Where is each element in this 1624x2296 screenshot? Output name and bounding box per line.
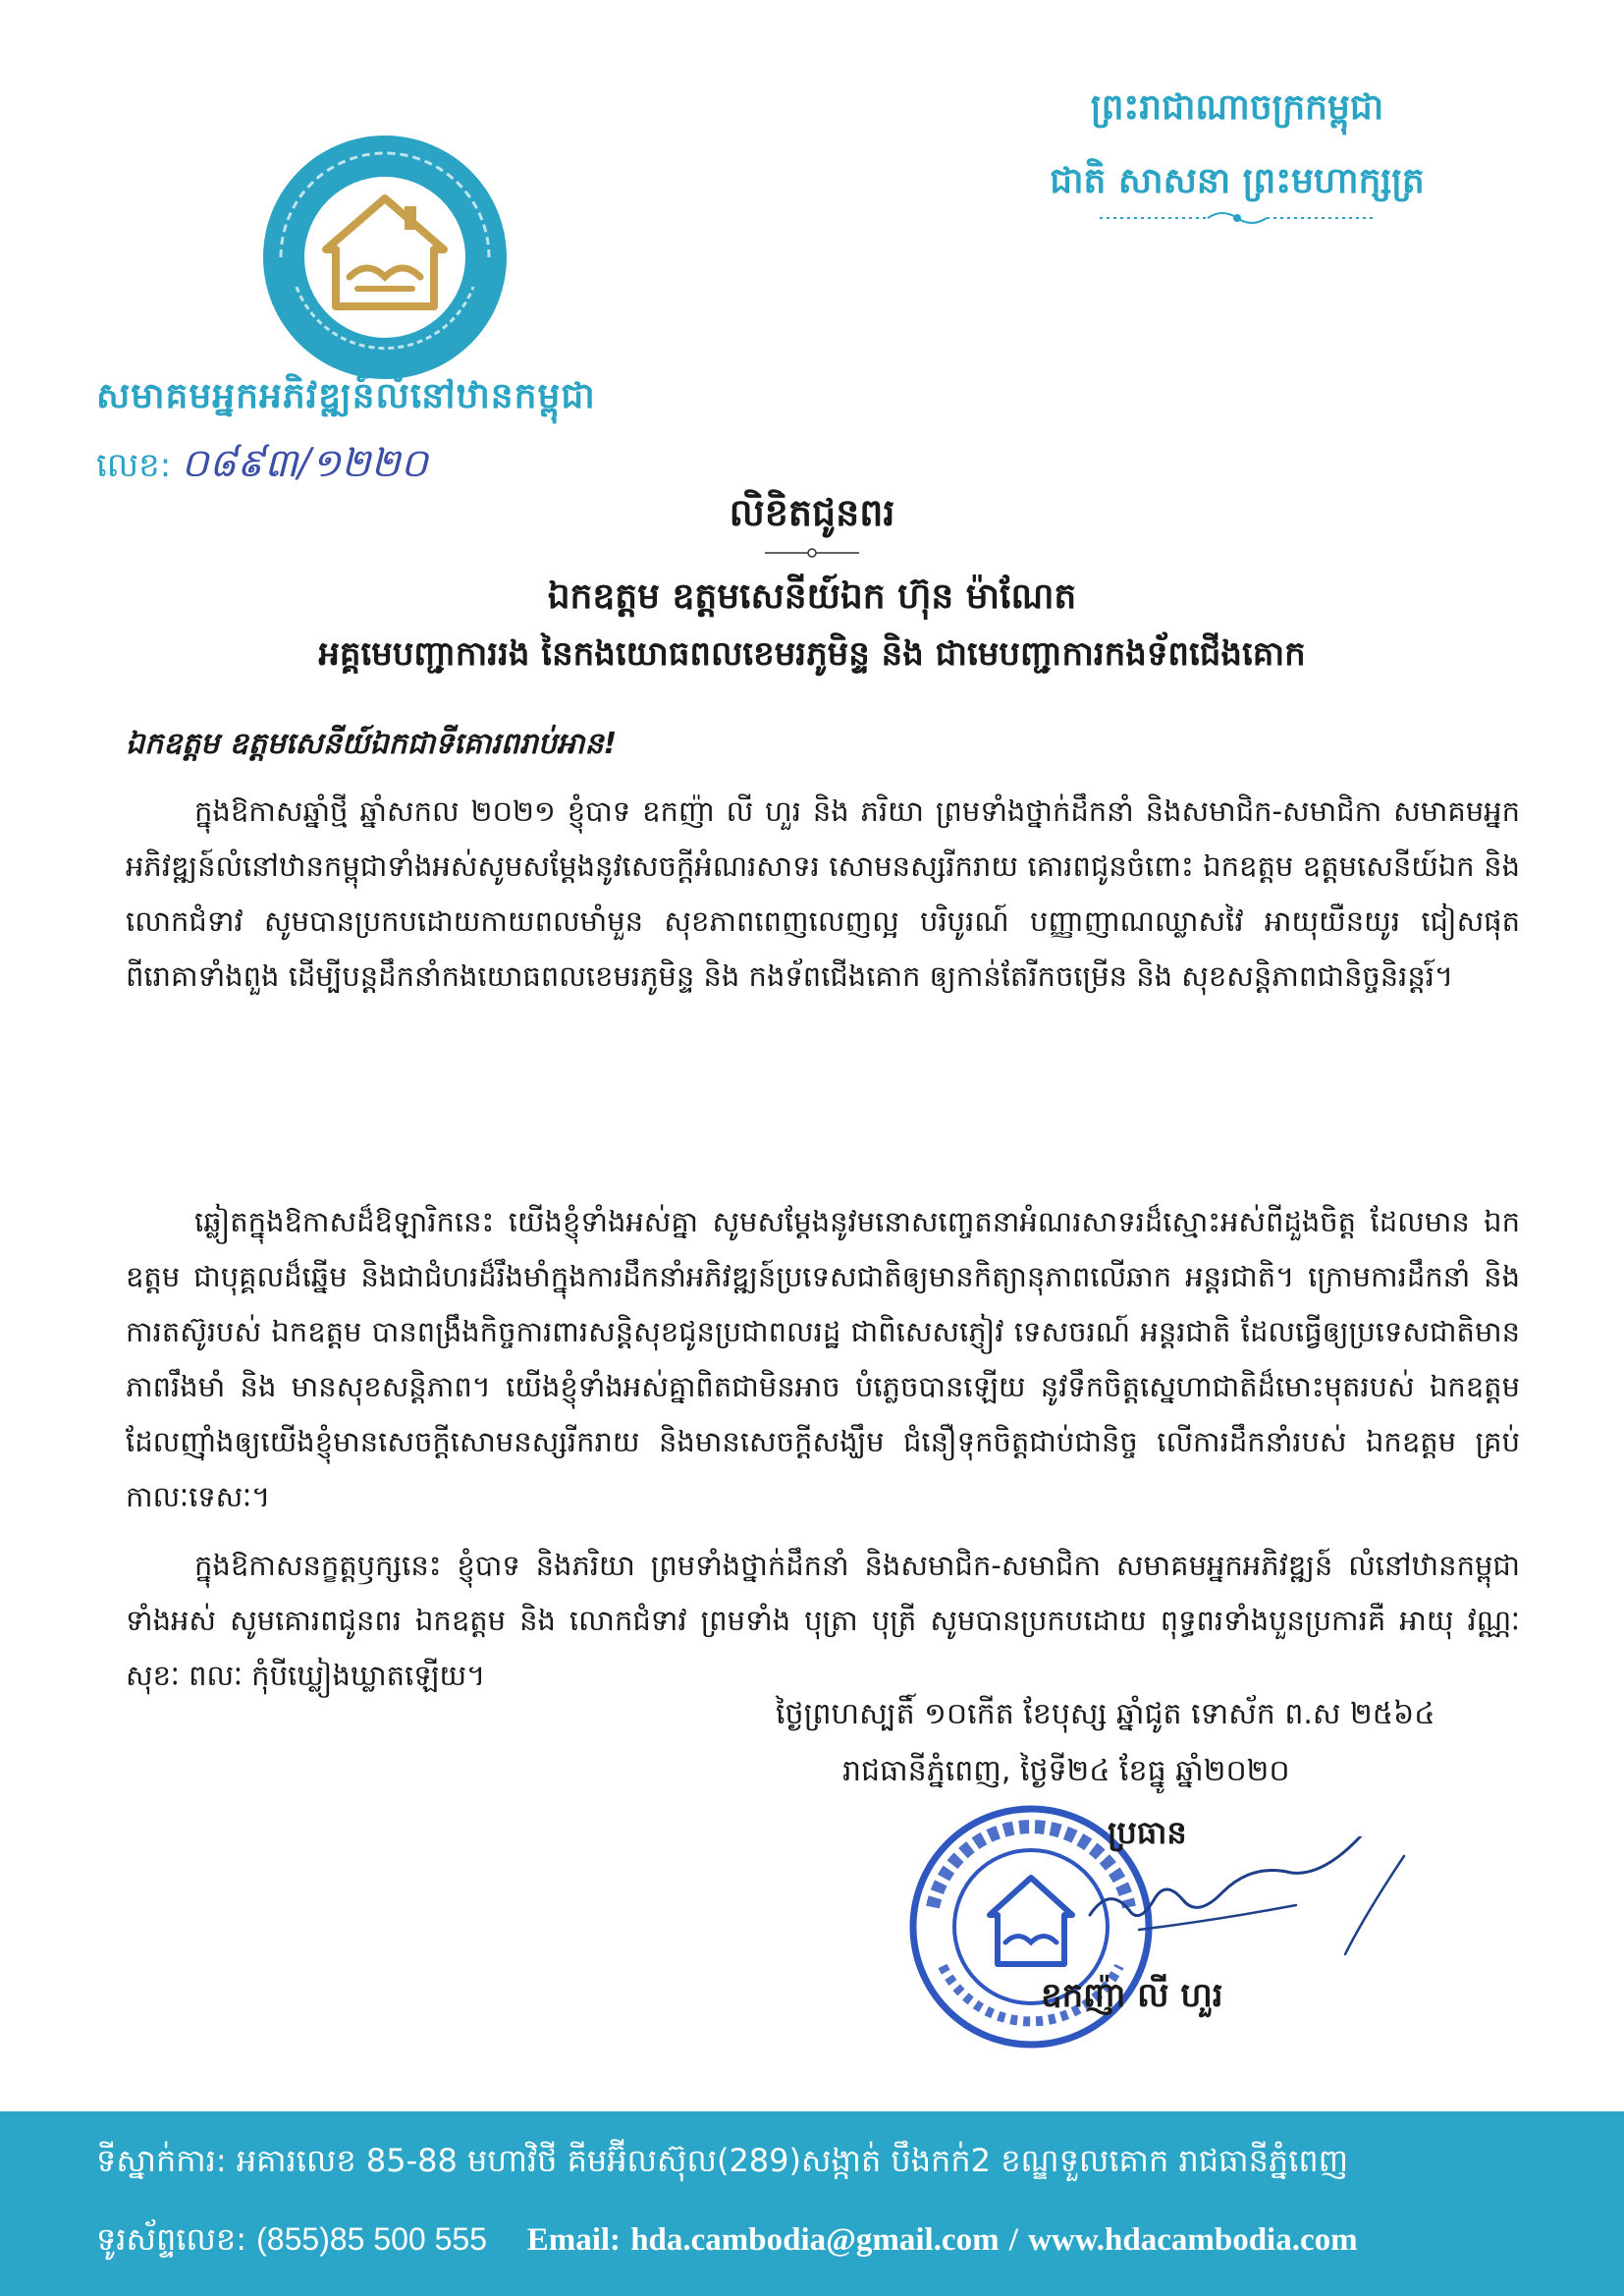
letter-title: លិខិតជូនពរ <box>729 491 895 534</box>
signer-title: ប្រធាន <box>1108 1814 1187 1851</box>
email-link[interactable]: hda.cambodia@gmail.com <box>630 2222 1000 2258</box>
reference-number <box>96 438 428 496</box>
national-motto: ជាតិ សាសនា ព្រះមហាក្សត្រ <box>1050 161 1425 201</box>
addressee-name: ឯកឧត្តម ឧត្តមសេនីយ៍ឯក ហ៊ុន ម៉ាណែត <box>547 576 1077 617</box>
body-paragraph-3 <box>126 1538 1520 1703</box>
footer-address: ទីស្នាក់ការ: អគារលេខ 85-88 មហាវិថី គីមអ៊ីលស៊ុល(289)សង្កាត់ បឹងកក់2 ខណ្ឌទួលគោក រាជធានីភ្នំពេញ <box>96 2142 1349 2179</box>
body-paragraph-3-text: ក្នុងឱកាសនក្ខត្តឫក្សនេះ ខ្ញុំបាទ និងភរិយា ព្រមទាំងថ្នាក់ដឹកនាំ និងសមាជិក-សមាជិកា សមាគមអ្នកអភិវឌ្ឍន៍ លំនៅឋានកម្ពុជាទាំងអស់ សូមគោរពជូនពរ ឯកឧត្តម និង លោកជំទាវ ព្រមទាំង បុត្រា បុត្រី សូមបានប្រកបដោយ ពុទ្ធពរទាំងបួនប្រការគឺ អាយុ វណ្ណៈ សុខៈ ពលៈ កុំបីឃ្លៀងឃ្លាតឡើយ។ <box>126 1549 1520 1692</box>
footer-contact <box>96 2219 1358 2266</box>
body-paragraph-2 <box>126 1194 1520 1524</box>
body-paragraph-1 <box>126 784 1520 1004</box>
body-paragraph-1-text: ក្នុងឱកាសឆ្នាំថ្មី ឆ្នាំសកល ២០២១ ខ្ញុំបាទ ឧកញ៉ា លី ហួរ និង ភរិយា ព្រមទាំងថ្នាក់ដឹកនាំ និងសមាជិក-សមាជិកា សមាគមអ្នកអភិវឌ្ឍន៍លំនៅឋានកម្ពុជាទាំងអស់សូមសម្តែងនូវសេចក្តីអំណរសាទរ សោមនស្សរីករាយ គោរពជូនចំពោះ ឯកឧត្តម ឧត្តមសេនីយ៍ឯក និង លោកជំទាវ សូមបានប្រកបដោយកាយពលមាំមួន សុខភាពពេញលេញល្អ បរិបូរណ៍ បញ្ញាញាណឈ្លាសវៃ អាយុយឺនយូរ ជៀសផុតពីរោគាទាំងពួង ដើម្បីបន្តដឹកនាំកងយោធពលខេមរភូមិន្ទ និង កងទ័ពជើងគោក ឲ្យកាន់តែរីកចម្រើន និង សុខសន្តិភាពជានិច្ចនិរន្តរ៍។ <box>126 794 1520 993</box>
footer-bar <box>0 2111 1624 2296</box>
signature <box>1080 1836 1453 1964</box>
kingdom-motto <box>1021 84 1453 210</box>
title-ornament <box>763 546 861 560</box>
reference-label: លេខ: <box>96 446 172 485</box>
signer-name: ឧកញ៉ា លី ហួរ <box>1041 1976 1223 2015</box>
email-label: Email: <box>526 2222 622 2258</box>
association-logo <box>257 130 513 385</box>
place-and-date: រាជធានីភ្នំពេញ, ថ្ងៃទី២៤ ខែធ្នូ ឆ្នាំ២០២០ <box>842 1754 1290 1788</box>
website-link[interactable]: www.hdacambodia.com <box>1028 2222 1358 2258</box>
organization-name: សមាគមអ្នកអភិវឌ្ឍន៍លំនៅឋានកម្ពុជា <box>96 376 596 416</box>
kingdom-name: ព្រះរាជាណាចក្រកម្ពុជា <box>1090 87 1384 128</box>
footer-separator: / <box>1008 2222 1018 2258</box>
addressee-position: អគ្គមេបញ្ជាការរង នៃកងយោធពលខេមរភូមិន្ទ និង ជាមេបញ្ជាការកងទ័ពជើងគោក <box>318 634 1306 674</box>
ornament-divider <box>1090 208 1384 228</box>
reference-value: ០៨៩៣/១២២០ <box>181 441 428 486</box>
phone-label: ទូរស័ព្ទលេខ: <box>96 2220 246 2258</box>
salutation: ឯកឧត្តម ឧត្តមសេនីយ៍ឯកជាទីគោរពរាប់អាន! <box>126 727 618 761</box>
phone-number: (855)85 500 555 <box>256 2221 487 2257</box>
body-paragraph-2-text: ឆ្លៀតក្នុងឱកាសដ៏ឱឡារិកនេះ យើងខ្ញុំទាំងអស់គ្នា សូមសម្តែងនូវមនោសញ្ចេតនាអំណរសាទរដ៏ស្មោះអស់ពីដួងចិត្ត ដែលមាន ឯកឧត្តម ជាបុគ្គលដ៏ឆ្នើម និងជាជំហរដ៏រឹងមាំក្នុងការដឹកនាំអភិវឌ្ឍន៍ប្រទេសជាតិឲ្យមានកិត្យានុភាពលើឆាក អន្តរជាតិ។ ក្រោមការដឹកនាំ និងការតស៊ូរបស់ ឯកឧត្តម បានពង្រឹងកិច្ចការពារសន្តិសុខជូនប្រជាពលរដ្ឋ ជាពិសេសភ្ញៀវ ទេសចរណ៍ អន្តរជាតិ ដែលធ្វើឲ្យប្រទេសជាតិមានភាពរឹងមាំ និង មានសុខសន្តិភាព។ យើងខ្ញុំទាំងអស់គ្នាពិតជាមិនអាច បំភ្លេចបានឡើយ នូវទឹកចិត្តស្នេហាជាតិដ៏មោះមុតរបស់ ឯកឧត្តម ដែលញ៉ាំងឲ្យយើងខ្ញុំមានសេចក្តីសោមនស្សរីករាយ និងមានសេចក្តីសង្ឃឹម ជំនឿទុកចិត្តជាប់ជានិច្ច លើការដឹកនាំរបស់ ឯកឧត្តម គ្រប់កាលៈទេសៈ។ <box>126 1205 1520 1513</box>
lunar-date: ថ្ងៃព្រហស្បតិ៍ ១០កើត ខែបុស្ស ឆ្នាំជូត ទោស័ក ព.ស ២៥៦៤ <box>776 1697 1435 1731</box>
